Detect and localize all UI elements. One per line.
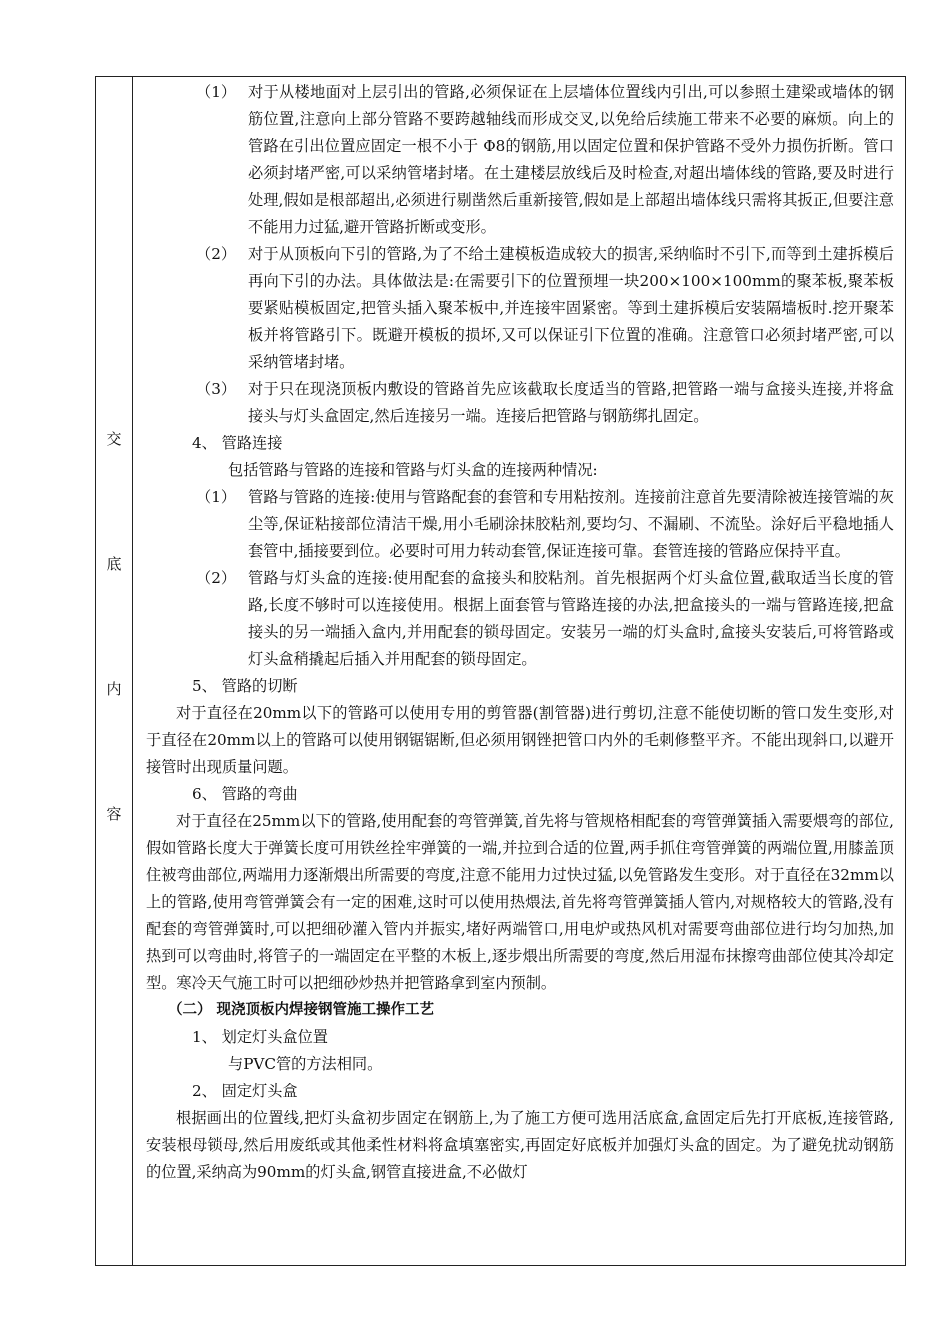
fix-box-text: 根据画出的位置线,把灯头盒初步固定在钢筋上,为了施工方便可选用活底盒,盒固定后先打开底板,连接管路,安装根母锁母,然后用废纸或其他柔性材料将盒填塞密实,再固定好底板并加强灯头盒的固定。为了避免扰动钢筋的位置,采纳高为90mm的灯头盒,钢管直接进盒,不必做灯 (146, 1109, 894, 1181)
section-title-steel-pipe: （二） 现浇顶板内焊接钢管施工操作工艺 (168, 1002, 435, 1018)
side-label-char-4: 容 (106, 805, 122, 823)
pipe-bending-text: 对于直径在25mm以下的管路,使用配套的弯管弹簧,首先将与管规格相配套的弯管弹簧插入需要煨弯的部位,假如管路长度大于弹簧长度可用铁丝拴牢弹簧的一端,并拉到合适的位置,两手抓住弯管弹簧的两端位置,用膝盖顶住被弯曲部位,两端用力逐渐煨出所需要的弯度,注意不能用力过快过猛,以免管路发生变形。对于直径在32mm以上的管路,使用弯管弹簧会有一定的困难,这时可以使用热煨法,首先将弯管弹簧插人管内,对规格较大的管路,没有配套的弯管弹簧时,可以把细砂灌入管内并振实,堵好两端管口,用电炉或热风机对需要弯曲部位进行均匀加热,加热到可以弯曲时,将管子的一端固定在平整的木板上,逐步煨出所需要的弯度,然后用湿布抹擦弯曲部位使其冷却定型。寒冷天气施工时可以把细砂炒热并把管路拿到室内预制。 (146, 812, 894, 992)
side-label-char-3: 内 (106, 680, 122, 698)
item-number: （1） (196, 488, 237, 506)
item-text: 管路与管路的连接:使用与管路配套的套管和专用粘按剂。连接前注意首先要清除被连接管端的灰尘等,保证粘接部位清洁干燥,用小毛刷涂抹胶粘剂,要均匀、不漏刷、不流坠。涂好后平稳地插人套管中,插接要到位。必要时可用力转动套管,保证连接可靠。套管连接的管路应保持平直。 (248, 488, 894, 560)
mark-box-position-text: 与PVC管的方法相同。 (228, 1055, 383, 1073)
heading-fix-box: 2、 固定灯头盒 (192, 1082, 298, 1100)
item-3 (146, 376, 894, 430)
item-text: 对于从顶板向下引的管路,为了不给土建模板造成较大的损害,采纳临时不引下,而等到土建拆模后再向下引的办法。具体做法是:在需要引下的位置预埋一块200×100×100mm的聚苯板,聚苯板要紧贴模板固定,把管头插入聚苯板中,并连接牢固紧密。等到土建拆模后安装隔墙板时.挖开聚苯板并将管路引下。既避开模板的损坏,又可以保证引下位置的准确。注意管口必须封堵严密,可以采纳管堵封堵。 (248, 245, 894, 371)
heading-mark-box-position: 1、 划定灯头盒位置 (192, 1028, 328, 1046)
item-number: （2） (196, 245, 237, 263)
pipe-cutting-text: 对于直径在20mm以下的管路可以使用专用的剪管器(割管器)进行剪切,注意不能使切断的管口发生变形,对于直径在20mm以上的管路可以使用钢锯锯断,但必须用钢锉把管口内外的毛刺修整平齐。不能出现斜口,以避开接管时出现质量问题。 (146, 704, 894, 776)
item-text: 对于从楼地面对上层引出的管路,必须保证在上层墙体位置线内引出,可以参照土建梁或墙体的钢筋位置,注意向上部分管路不要跨越轴线而形成交叉,以免给后续施工带来不必要的麻烦。向上的管路在引出位置应固定一根不小于 Φ8的钢筋,用以固定位置和保护管路不受外力损伤折断。管口必须封堵严密,可以采纳管堵封堵。在土建楼层放线后及时检查,对超出墙体线的管路,要及时进行处理,假如是根部超出,必须进行剔凿然后重新接管,假如是上部超出墙体线只需将其扳正,但要注意不能用力过猛,避开管路折断或变形。 (248, 83, 894, 236)
item-4-2 (146, 565, 894, 673)
item-number: （3） (196, 380, 237, 398)
item-4-1 (146, 484, 894, 565)
heading-pipe-bending: 6、 管路的弯曲 (192, 785, 298, 803)
item-number: （1） (196, 83, 237, 101)
disclosure-content (146, 76, 894, 1266)
column-divider (132, 76, 133, 1266)
pipe-connection-intro: 包括管路与管路的连接和管路与灯头盒的连接两种情况: (228, 461, 598, 479)
heading-pipe-cutting: 5、 管路的切断 (192, 677, 298, 695)
item-2 (146, 241, 894, 376)
item-text: 对于只在现浇顶板内敷设的管路首先应该截取长度适当的管路,把管路一端与盒接头连接,并将盒接头与灯头盒固定,然后连接另一端。连接后把管路与钢筋绑扎固定。 (248, 380, 894, 425)
heading-pipe-connection: 4、 管路连接 (192, 434, 283, 452)
side-label-char-2: 底 (106, 555, 122, 573)
item-text: 管路与灯头盒的连接:使用配套的盒接头和胶粘剂。首先根据两个灯头盒位置,截取适当长度的管路,长度不够时可以连接使用。根据上面套管与管路连接的办法,把盒接头的一端与管路连接,把盒接头的另一端插入盒内,并用配套的锁母固定。安装另一端的灯头盒时,盒接头安装后,可将管路或灯头盒稍撬起后插入并用配套的锁母固定。 (248, 569, 894, 668)
item-number: （2） (196, 569, 237, 587)
side-label-char-1: 交 (106, 430, 122, 448)
item-1 (146, 79, 894, 241)
